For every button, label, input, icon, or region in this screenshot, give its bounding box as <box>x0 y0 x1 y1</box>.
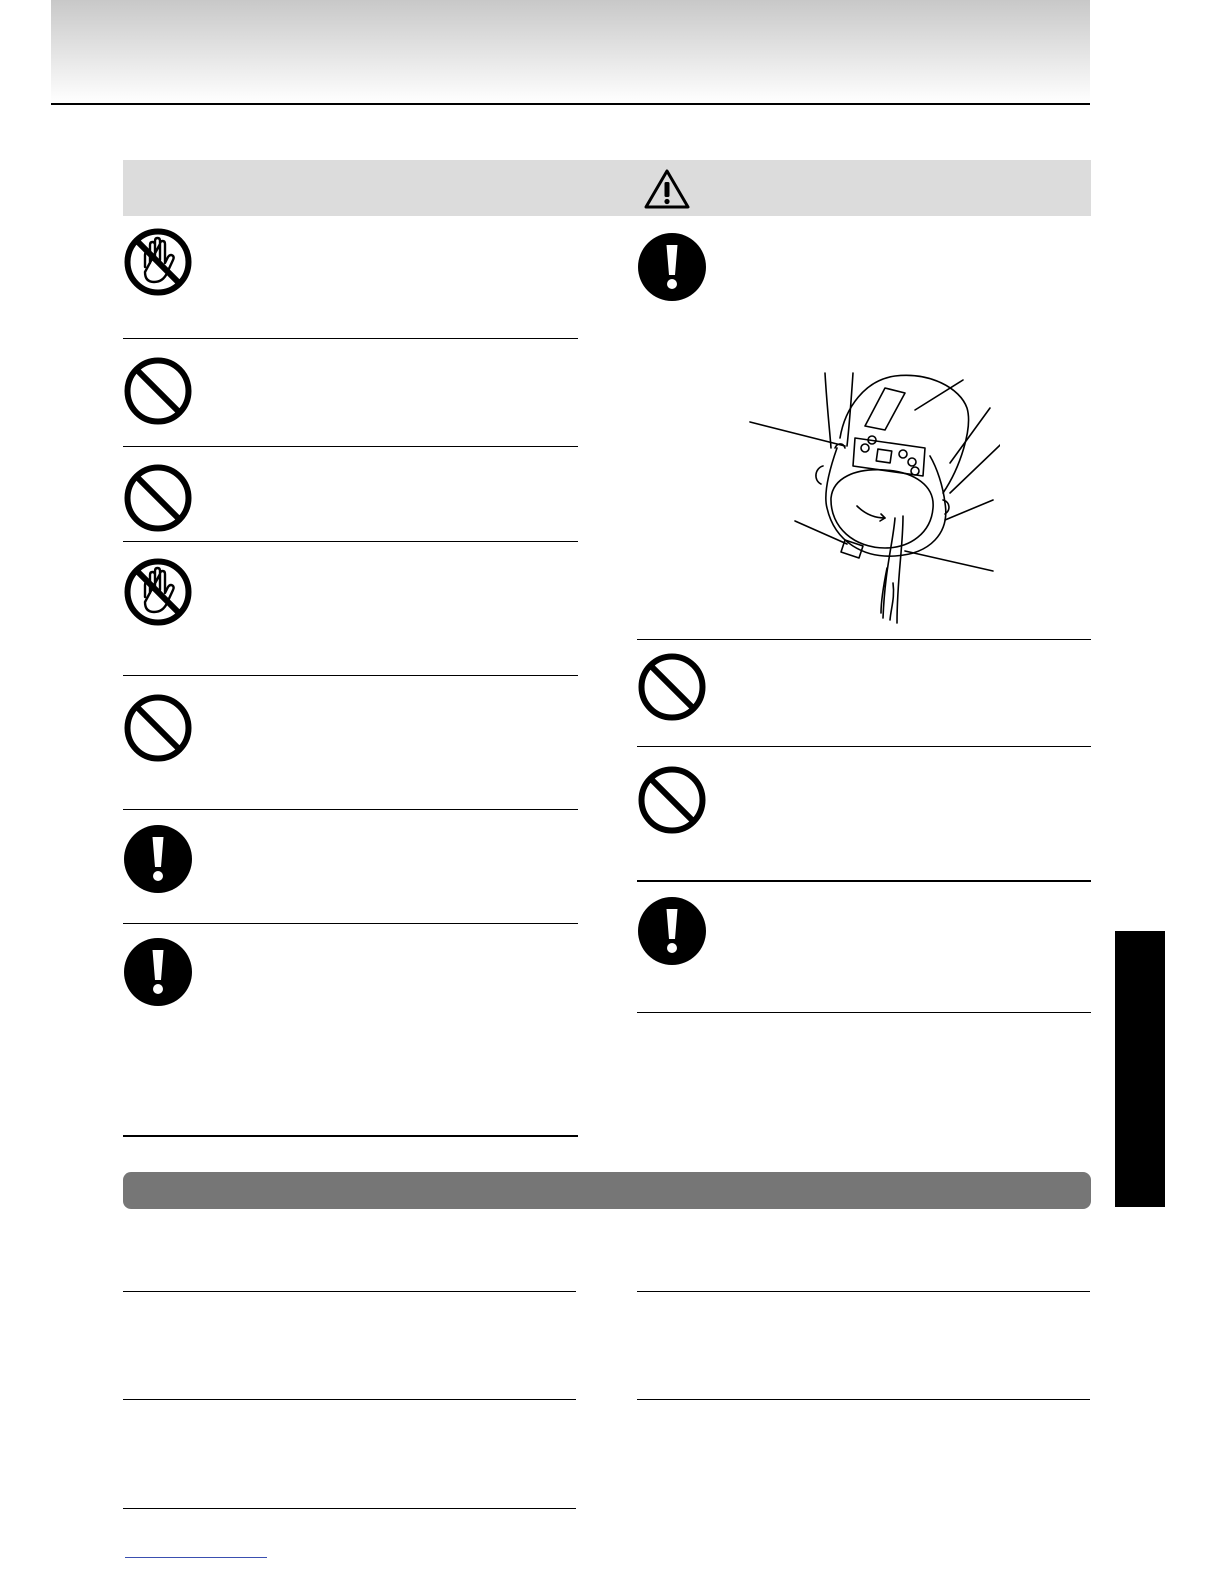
side-index-tab <box>1115 931 1165 1207</box>
divider <box>123 1399 576 1400</box>
divider <box>637 880 1091 882</box>
mandatory-exclamation-icon <box>123 937 193 1007</box>
prohibited-circle-icon <box>637 652 707 722</box>
divider <box>123 809 578 810</box>
no-touch-hand-icon <box>123 557 193 627</box>
appliance-pouring-illustration <box>745 368 1000 630</box>
divider <box>123 923 578 924</box>
divider <box>123 675 578 676</box>
footer-link-underline <box>125 1557 267 1558</box>
divider <box>637 746 1091 747</box>
divider <box>637 1012 1091 1013</box>
divider <box>637 1291 1090 1292</box>
mandatory-exclamation-icon <box>637 896 707 966</box>
divider <box>123 338 578 339</box>
divider <box>637 639 1091 640</box>
mandatory-exclamation-icon <box>123 824 193 894</box>
warning-triangle-icon <box>643 168 691 210</box>
prohibited-circle-icon <box>637 765 707 835</box>
divider <box>637 1399 1090 1400</box>
divider <box>123 446 578 447</box>
divider <box>123 541 578 542</box>
header-rule <box>51 103 1090 105</box>
divider <box>123 1508 576 1509</box>
no-touch-hand-icon <box>123 227 193 297</box>
header-band <box>51 0 1090 103</box>
mandatory-exclamation-icon <box>637 232 707 302</box>
divider <box>123 1291 576 1292</box>
prohibited-circle-icon <box>123 356 193 426</box>
divider <box>123 1135 578 1137</box>
prohibited-circle-icon <box>123 463 193 533</box>
warning-bar <box>123 160 1091 216</box>
prohibited-circle-icon <box>123 693 193 763</box>
section-header-bar <box>123 1172 1091 1209</box>
